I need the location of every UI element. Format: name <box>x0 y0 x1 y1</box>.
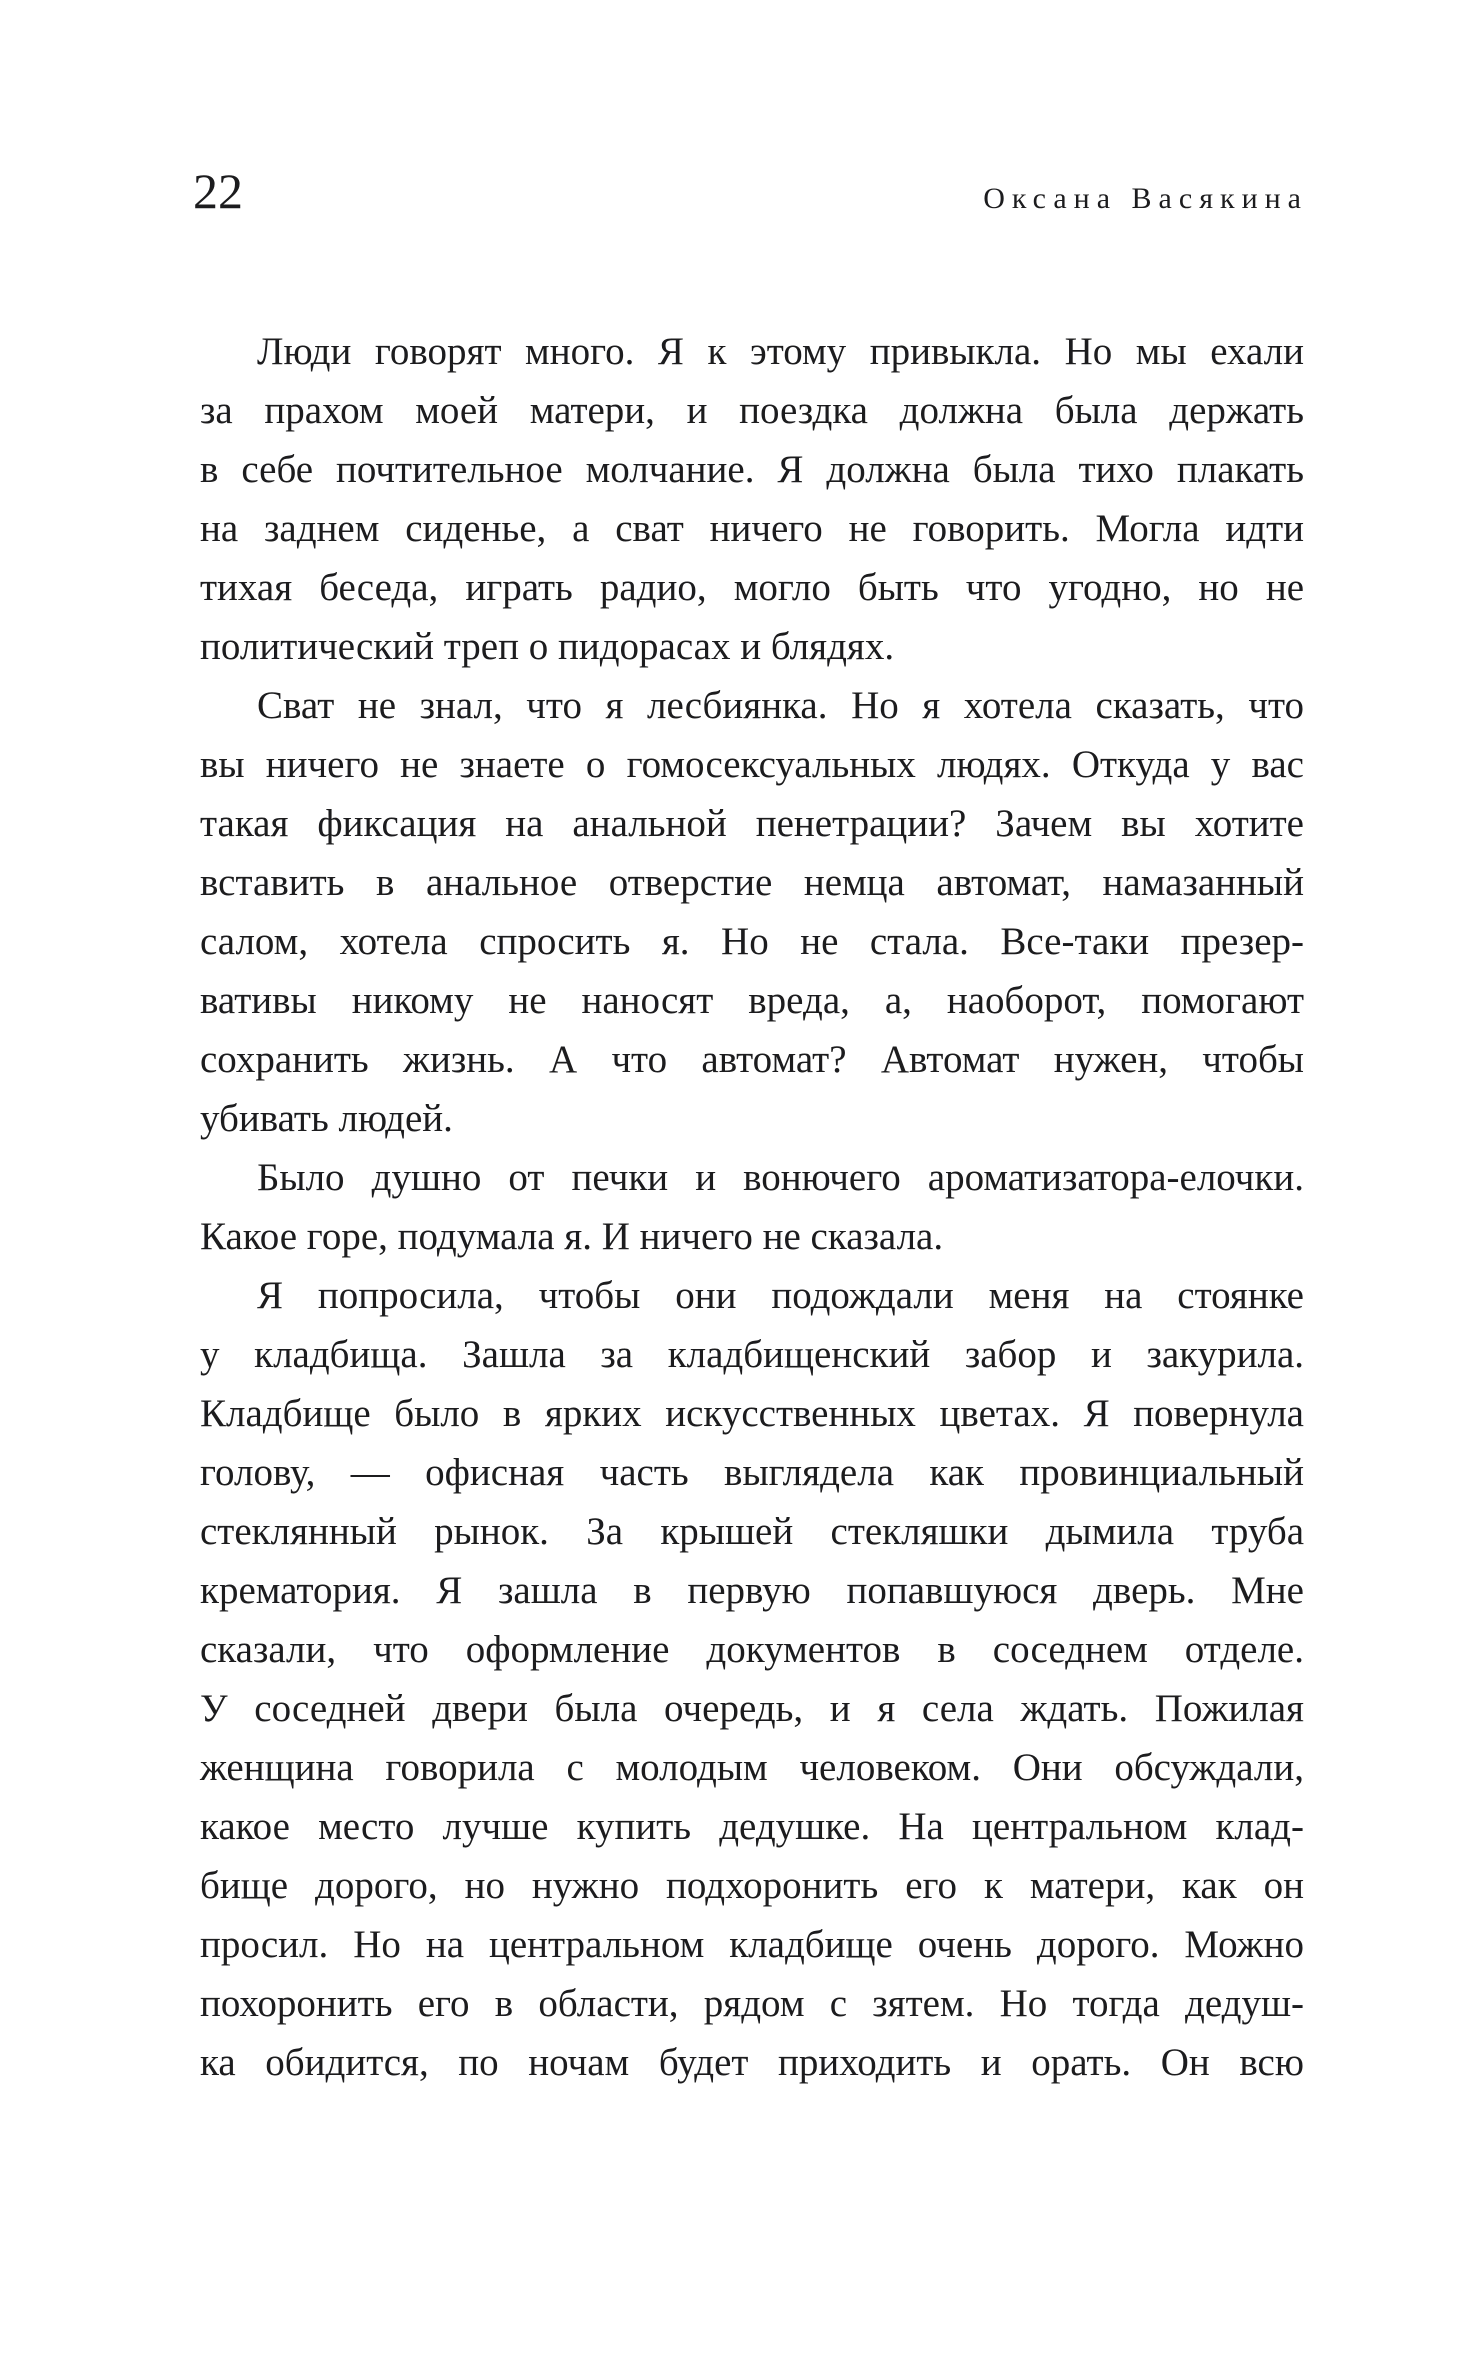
page-number: 22 <box>193 163 243 219</box>
text-line: политический треп о пидорасах и блядях. <box>200 625 895 668</box>
text-line: бище дорого, но нужно подхоронить его к матери, как он <box>200 1864 1304 1907</box>
text-line: ка обидится, по ночам будет приходить и орать. Он всю <box>200 2041 1304 2084</box>
text-line: Было душно от печки и вонючего ароматизатора-елочки. <box>257 1156 1304 1199</box>
text-line: сохранить жизнь. А что автомат? Автомат нужен, чтобы <box>200 1038 1304 1081</box>
paragraph <box>200 1148 1304 1266</box>
text-line: Кладбище было в ярких искусственных цветах. Я повернула <box>200 1392 1304 1435</box>
paragraph <box>200 322 1304 676</box>
text-line: крематория. Я зашла в первую попавшуюся дверь. Мне <box>200 1569 1304 1612</box>
paragraph <box>200 676 1304 1148</box>
text-line: у кладбища. Зашла за кладбищенский забор и закурила. <box>200 1333 1304 1376</box>
text-line: голову, — офисная часть выглядела как провинциальный <box>200 1451 1304 1494</box>
text-line: Люди говорят много. Я к этому привыкла. Но мы ехали <box>257 330 1304 373</box>
text-line: стеклянный рынок. За крышей стекляшки дымила труба <box>200 1510 1304 1553</box>
body-text <box>200 322 1304 2092</box>
text-line: убивать людей. <box>200 1097 453 1140</box>
text-line: У соседней двери была очередь, и я села ждать. Пожилая <box>200 1687 1304 1730</box>
running-header-author: Оксана Васякина <box>983 182 1308 215</box>
text-line: вативы никому не наносят вреда, а, наоборот, помогают <box>200 979 1304 1022</box>
text-line: за прахом моей матери, и поездка должна была держать <box>200 389 1304 432</box>
text-line: вы ничего не знаете о гомосексуальных людях. Откуда у вас <box>200 743 1304 786</box>
text-line: женщина говорила с молодым человеком. Они обсуждали, <box>200 1746 1304 1789</box>
text-line: в себе почтительное молчание. Я должна была тихо плакать <box>200 448 1304 491</box>
text-line: на заднем сиденье, а сват ничего не говорить. Могла идти <box>200 507 1304 550</box>
text-line: тихая беседа, играть радио, могло быть что угодно, но не <box>200 566 1304 609</box>
text-line: такая фиксация на анальной пенетрации? Зачем вы хотите <box>200 802 1304 845</box>
text-line: какое место лучше купить дедушке. На центральном клад- <box>200 1805 1304 1848</box>
paragraph <box>200 1266 1304 2092</box>
text-line: Какое горе, подумала я. И ничего не сказала. <box>200 1215 944 1258</box>
text-line: Сват не знал, что я лесбиянка. Но я хотела сказать, что <box>257 684 1304 727</box>
text-line: вставить в анальное отверстие немца автомат, намазанный <box>200 861 1304 904</box>
text-line: Я попросила, чтобы они подождали меня на стоянке <box>257 1274 1304 1317</box>
text-line: просил. Но на центральном кладбище очень дорого. Можно <box>200 1923 1304 1966</box>
text-line: сказали, что оформление документов в соседнем отделе. <box>200 1628 1304 1671</box>
text-line: похоронить его в области, рядом с зятем. Но тогда дедуш- <box>200 1982 1304 2025</box>
text-line: салом, хотела спросить я. Но не стала. Все-таки презер- <box>200 920 1304 963</box>
